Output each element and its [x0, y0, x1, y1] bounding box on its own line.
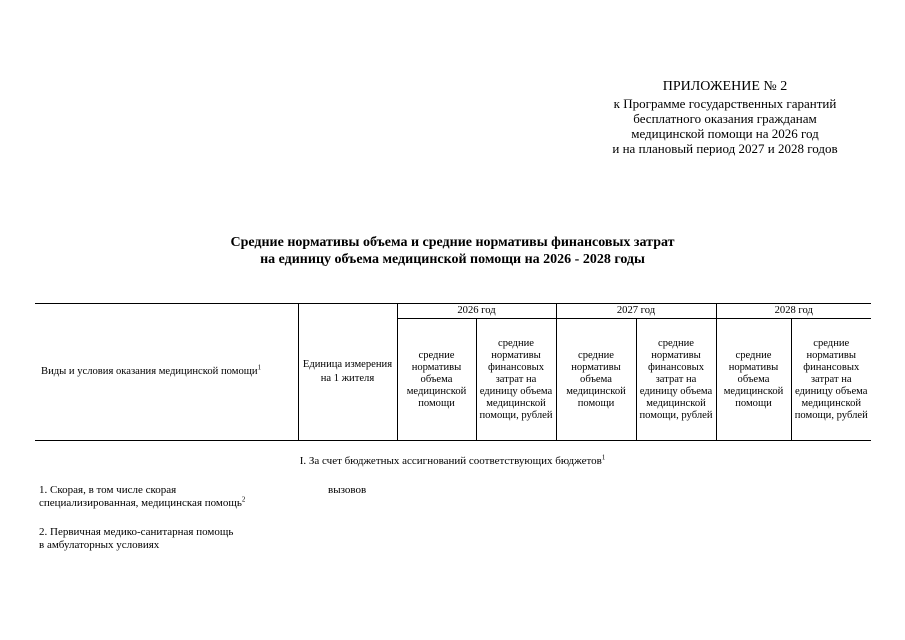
header-year-2027: 2027 год — [556, 304, 716, 319]
header-volume-2028: средние нормативы объема медицинской помощи — [716, 319, 791, 441]
document-title-line: на единицу объема медицинской помощи на 2026 - 2028 годы — [260, 252, 645, 267]
header-year-2026: 2026 год — [397, 304, 556, 319]
header-kind — [35, 304, 298, 441]
header-volume-2026: средние нормативы объема медицинской помощи — [397, 319, 476, 441]
document-title-line: Средние нормативы объема и средние нормативы финансовых затрат — [230, 235, 675, 250]
footnote-mark: 1 — [257, 363, 262, 372]
appendix-title: ПРИЛОЖЕНИЕ № 2 — [662, 79, 788, 94]
footnote-mark: 1 — [601, 453, 606, 462]
footnote-mark: 2 — [241, 495, 246, 504]
list-item-line: 1. Скорая, в том числе скорая — [39, 484, 177, 496]
section-heading — [150, 455, 755, 468]
list-item-line: 2. Первичная медико-санитарная помощь — [39, 526, 234, 538]
list-item-unit: вызовов — [328, 484, 367, 496]
header-year-2028: 2028 год — [716, 304, 871, 319]
section-heading-text: I. За счет бюджетных ассигнований соответствующих бюджетов — [299, 455, 602, 467]
header-cost-2026: средние нормативы финансовых затрат на единицу объема медицинской помощи, рублей — [476, 319, 556, 441]
appendix-line: и на плановый период 2027 и 2028 годов — [612, 141, 838, 156]
appendix-line: медицинской помощи на 2026 год — [631, 126, 819, 141]
header-unit: Единица измерения на 1 жителя — [298, 304, 397, 441]
appendix-line: к Программе государственных гарантий — [613, 96, 837, 111]
list-item — [39, 526, 329, 552]
appendix-line: бесплатного оказания гражданам — [633, 111, 817, 126]
header-cost-2027: средние нормативы финансовых затрат на единицу объема медицинской помощи, рублей — [636, 319, 716, 441]
header-volume-2027: средние нормативы объема медицинской помощи — [556, 319, 636, 441]
header-kind-text: Виды и условия оказания медицинской помощи — [41, 366, 258, 377]
list-item-line: специализированная, медицинская помощь — [39, 497, 242, 509]
list-item — [39, 484, 329, 510]
appendix-block — [560, 78, 890, 156]
header-cost-2028: средние нормативы финансовых затрат на единицу объема медицинской помощи, рублей — [791, 319, 871, 441]
document-title — [150, 234, 755, 268]
list-item-line: в амбулаторных условиях — [39, 539, 160, 551]
norms-table — [35, 303, 871, 441]
